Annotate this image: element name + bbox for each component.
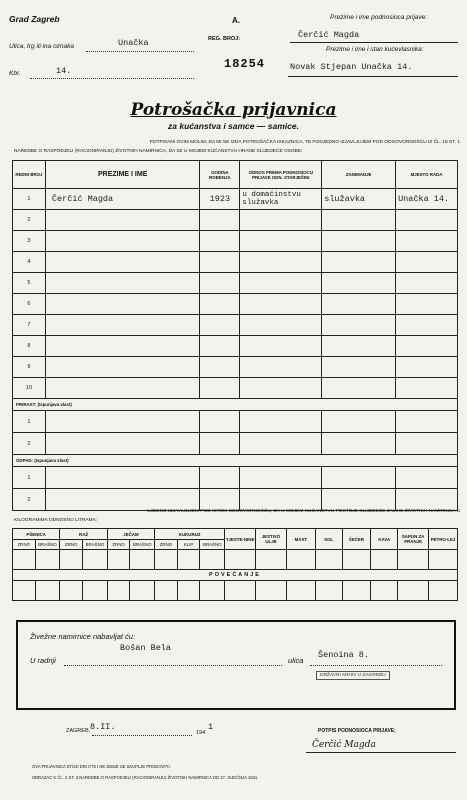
applicant-value: Čerčić Magda — [298, 30, 360, 40]
stock-increase-label: POVEĆANJE — [13, 570, 458, 581]
row-number: 10 — [13, 378, 46, 399]
street-label: Ulica, trg ili ina oznaka — [9, 43, 75, 50]
footer-date: 8.II. — [90, 722, 116, 732]
street-value: Unačka — [118, 38, 149, 48]
stock-increase-label-row — [13, 570, 458, 581]
supply-label: Živežne namirnice nabavljat ću: — [30, 632, 136, 641]
odpad-label-row — [13, 455, 458, 467]
person-name: Čerčić Magda — [45, 189, 200, 210]
stock-sub-label: ZRNO — [107, 540, 130, 550]
header-relation: ODNOS PREMA PODNOSIOCU PRIJAVE ODN. STARJEŠINI — [240, 161, 322, 189]
row-number: 1 — [13, 189, 46, 210]
signature-line — [306, 752, 456, 753]
stock-sub-label: ZRNO — [155, 540, 178, 550]
stock-coffee: KAVA — [371, 529, 398, 550]
stock-group-row — [13, 529, 458, 540]
person-row — [13, 189, 458, 210]
applicant-label: Prezime i ime podnosioca prijave: — [330, 14, 428, 21]
shop-value: Bošan Bela — [120, 643, 172, 653]
form-subtitle: za kućanstva i samce — samice. — [168, 121, 299, 131]
person-row — [13, 336, 458, 357]
person-row — [13, 231, 458, 252]
footer-year-digit: 1 — [208, 722, 214, 732]
prirast-label: PRIRAST: (Ispunjava vlast) — [13, 399, 458, 411]
stock-sub-label: BRAŠNO — [83, 540, 108, 550]
owner-line — [288, 76, 458, 77]
stock-sugar: ŠEĆER — [342, 529, 371, 550]
prirast-row — [13, 411, 458, 433]
stock-soap: SAPUN ZA PRANJE — [398, 529, 429, 550]
house-number-value: 14. — [56, 66, 72, 76]
stock-oil: JESTIVO ULJE — [256, 529, 287, 550]
form-letter: A. — [232, 16, 240, 25]
prirast-row — [13, 433, 458, 455]
footer-year-prefix: 194 — [196, 730, 206, 736]
row-number: 2 — [13, 210, 46, 231]
reg-number-value: 18254 — [224, 57, 266, 71]
odpad-row — [13, 467, 458, 489]
stock-petroleum: PETRO-LEJ — [429, 529, 458, 550]
person-row — [13, 357, 458, 378]
footer-note-2: OBRAZAC K ČL. 2 ST. 3 NAREDBE O RASPODJELI (RACIONIRANJU) ŽIVOTNIH NAMIRNICA OD 27. SIJEČNJA 1941. — [32, 775, 259, 780]
person-job: služavka — [322, 189, 396, 210]
stock-sub-label: ZRNO — [13, 540, 36, 550]
header-place: MJESTO RADA — [396, 161, 458, 189]
archive-stamp: DRŽAVNI ARHIV U ZAGREBU — [316, 671, 390, 680]
person-year: 1923 — [200, 189, 240, 210]
applicant-line — [290, 42, 458, 43]
stock-group-wheat: PŠENICA — [13, 529, 60, 540]
owner-value: Novak Stjepan Unačka 14. — [290, 62, 413, 72]
stock-line-1: UJEDNO IZJAVLJUJEM POD ISTOM ODGOVORNOŠĆU, DA U MOJEM KUĆANSTVU POSTOJE SLIJEDEĆE ZALIHE ŽIVOTNIH NAMIRNICA U — [147, 509, 460, 514]
stock-line-2: KILOGRAMIMA ODNOSNO LITRAMA: — [14, 518, 98, 523]
supply-street-value: Šenoina 8. — [318, 650, 370, 660]
stock-values-row — [13, 550, 458, 570]
person-row — [13, 210, 458, 231]
signature: Čerčić Magda — [312, 740, 376, 750]
row-number: 2 — [13, 489, 46, 511]
header-name: PREZIME I IME — [45, 161, 200, 189]
stock-group-rye: RAŽ — [60, 529, 107, 540]
row-number: 7 — [13, 315, 46, 336]
footer-place: ZAGREB, — [66, 728, 91, 734]
stock-pasta: TJESTE-NINE — [225, 529, 256, 550]
shop-line — [64, 665, 282, 666]
stock-salt: SOL — [315, 529, 342, 550]
stock-group-corn: KUKURUZ — [155, 529, 225, 540]
shop-label: U radnji — [30, 656, 56, 665]
stock-lard: MAST — [286, 529, 315, 550]
footer-date-line — [92, 735, 192, 736]
intro-line-1: POTPISANI OVIM MOLIM, DA MI SE IZDA POTROŠAČKA ISKAZNICA, TE PODJEDNO IZJAVLJUJEM POD ODGOVORNOŠĆU IZ ČL. 18 ST. 1 — [149, 140, 460, 145]
header-job: ZANIMANJE — [322, 161, 396, 189]
person-place: Unačka 14. — [396, 189, 458, 210]
house-number-label: Kbr. — [9, 70, 21, 77]
row-number: 4 — [13, 252, 46, 273]
owner-label: Prezime i ime i stan kućevlasnika: — [326, 46, 424, 53]
footer-note-1: OVA PRIJAVNICA STOJI DIN 0'75 I NE SMIJE SE SKUPLJE PRODAVATI. — [32, 764, 171, 769]
stock-sub-label: ZRNO — [60, 540, 83, 550]
header-year: GODINA ROĐENJA — [200, 161, 240, 189]
row-number: 3 — [13, 231, 46, 252]
persons-table — [12, 160, 458, 511]
stock-group-barley: JEČAM — [107, 529, 154, 540]
stock-sub-label: KLIP — [177, 540, 200, 550]
prirast-label-row — [13, 399, 458, 411]
street-line — [86, 51, 194, 52]
stock-sub-label: BRAŠNO — [200, 540, 225, 550]
stock-table — [12, 528, 458, 601]
person-row — [13, 315, 458, 336]
persons-header-row — [13, 161, 458, 189]
row-number: 2 — [13, 433, 46, 455]
person-relation: u domaćinstvu služavka — [240, 189, 322, 210]
supply-street-line — [310, 665, 442, 666]
row-number: 1 — [13, 411, 46, 433]
row-number: 6 — [13, 294, 46, 315]
city-heading: Grad Zagreb — [9, 14, 60, 24]
intro-line-2: NAREDBE O RASPODJELI (RACIONIRANJU) ŽIVOTNIH NAMIRNICA, DA SE U MOJEM KUĆANSTVU HRANE SLIJEDEĆE OSOBE: — [14, 149, 303, 154]
odpad-row — [13, 489, 458, 511]
reg-number-label: REG. BROJ: — [208, 36, 241, 42]
form-title: Potrošačka prijavnica — [130, 100, 337, 120]
person-row — [13, 252, 458, 273]
signature-label: POTPIS PODNOSIOCA PRIJAVE: — [318, 728, 396, 734]
stock-sub-label: BRAŠNO — [130, 540, 155, 550]
stock-sub-label: BRAŠNO — [35, 540, 60, 550]
row-number: 9 — [13, 357, 46, 378]
row-number: 5 — [13, 273, 46, 294]
person-row — [13, 378, 458, 399]
person-row — [13, 294, 458, 315]
supply-street-label: ulica — [288, 656, 304, 665]
header-no: REDNI BROJ — [13, 161, 46, 189]
row-number: 1 — [13, 467, 46, 489]
odpad-label: ODPAD: (Ispunjava vlast) — [13, 455, 458, 467]
stock-increase-row — [13, 581, 458, 601]
row-number: 8 — [13, 336, 46, 357]
house-number-line — [30, 78, 194, 79]
person-row — [13, 273, 458, 294]
